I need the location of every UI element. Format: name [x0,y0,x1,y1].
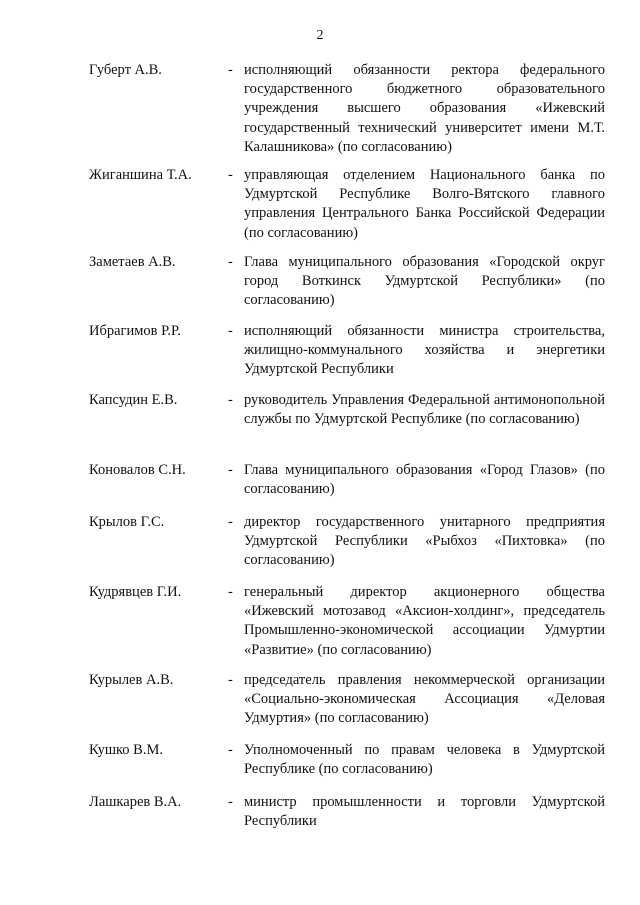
member-position: управляющая отделением Национального банка по Удмуртской Республике Волго-Вятского главного управления Центрального Банка Российской Федерации (по согласованию) [244,167,605,241]
member-name: Кушко В.М. [89,742,163,758]
member-name: Крылов Г.С. [89,514,165,530]
member-name: Коновалов С.Н. [89,462,186,478]
member-name: Капсудин Е.В. [89,392,178,408]
member-dash: - [228,514,233,530]
member-dash: - [228,462,233,478]
member-position: директор государственного унитарного предприятия Удмуртской Республики «Рыбхоз «Пихтовка» (по согласованию) [244,514,605,569]
member-position: генеральный директор акционерного общества «Ижевский мотозавод «Аксион-холдинг», председатель Промышленно-экономической ассоциации Удмуртии «Развитие» (по согласованию) [244,584,605,658]
member-dash: - [228,62,233,78]
member-dash: - [228,584,233,600]
member-position: председатель правления некоммерческой организации «Социально-экономическая Ассоциация «Деловая Удмуртия» (по согласованию) [244,672,605,727]
member-dash: - [228,392,233,408]
member-name: Лашкарев В.А. [89,794,182,810]
member-name: Кудрявцев Г.И. [89,584,182,600]
member-dash: - [228,794,233,810]
member-position: Уполномоченный по правам человека в Удмуртской Республике (по согласованию) [244,742,605,778]
member-name: Губерт А.В. [89,62,162,78]
member-name: Жиганшина Т.А. [89,167,192,183]
member-position: Глава муниципального образования «Город Глазов» (по согласованию) [244,462,605,498]
member-position: исполняющий обязанности министра строительства, жилищно-коммунального хозяйства и энергетики Удмуртской Республики [244,323,605,378]
member-name: Курылев А.В. [89,672,174,688]
member-name: Ибрагимов Р.Р. [89,323,181,339]
member-position: исполняющий обязанности ректора федерального государственного бюджетного образовательного учреждения высшего образования «Ижевский государственный технический университет имени М.Т. Калашникова» (по согласованию) [244,62,605,155]
member-name: Заметаев А.В. [89,254,176,270]
member-dash: - [228,254,233,270]
member-dash: - [228,672,233,688]
member-position: Глава муниципального образования «Городской округ город Воткинск Удмуртской Республики» (по согласованию) [244,254,605,309]
member-position: руководитель Управления Федеральной антимонопольной службы по Удмуртской Республике (по согласованию) [244,392,605,428]
page-number: 2 [316,28,324,43]
member-dash: - [228,323,233,339]
member-dash: - [228,167,233,183]
member-position: министр промышленности и торговли Удмуртской Республики [244,794,605,830]
member-dash: - [228,742,233,758]
